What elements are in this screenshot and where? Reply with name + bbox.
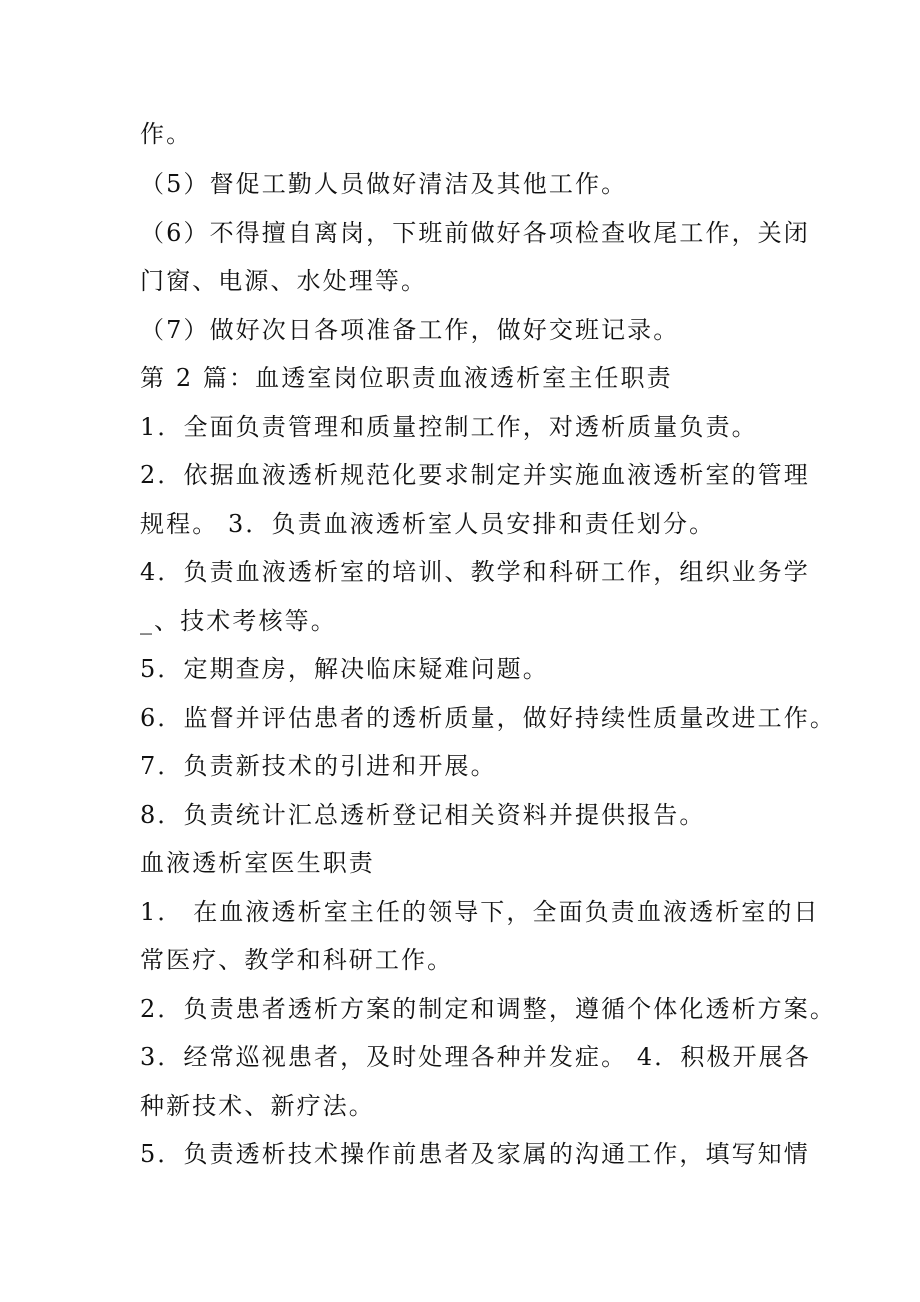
text-line: 5．负责透析技术操作前患者及家属的沟通工作，填写知情 (140, 1140, 810, 1168)
text-line: 5．定期查房，解决临床疑难问题。 (140, 655, 549, 683)
text-line: 6．监督并评估患者的透析质量，做好持续性质量改进工作。 (140, 704, 836, 732)
text-line: （7）做好次日各项准备工作，做好交班记录。 (140, 316, 680, 344)
text-line: 1． 在血液透析室主任的领导下，全面负责血液透析室的日 (140, 898, 820, 926)
text-line: 种新技术、新疗法。 (140, 1092, 375, 1120)
text-line: 1．全面负责管理和质量控制工作，对透析质量负责。 (140, 413, 758, 441)
text-line: （5）督促工勤人员做好清洁及其他工作。 (140, 170, 628, 198)
text-line: 4．负责血液透析室的培训、教学和科研工作，组织业务学 (140, 558, 810, 586)
section-heading: 第 2 篇：血透室岗位职责血液透析室主任职责 (140, 364, 673, 392)
text-line: 规程。 3．负责血液透析室人员安排和责任划分。 (140, 510, 716, 538)
text-line: 2．依据血液透析规范化要求制定并实施血液透析室的管理 (140, 461, 810, 489)
text-line: 常医疗、教学和科研工作。 (140, 946, 454, 974)
text-line: 作。 (140, 120, 193, 148)
text-line: 7．负责新技术的引进和开展。 (140, 752, 497, 780)
text-line: _、技术考核等。 (140, 607, 337, 635)
section-heading: 血液透析室医生职责 (140, 849, 375, 877)
text-line: 2．负责患者透析方案的制定和调整，遵循个体化透析方案。 (140, 995, 836, 1023)
text-line: 3．经常巡视患者，及时处理各种并发症。 4．积极开展各 (140, 1043, 811, 1071)
text-line: （6）不得擅自离岗，下班前做好各项检查收尾工作，关闭 (140, 219, 810, 247)
text-line: 8．负责统计汇总透析登记相关资料并提供报告。 (140, 801, 706, 829)
text-line: 门窗、电源、水处理等。 (140, 267, 428, 295)
